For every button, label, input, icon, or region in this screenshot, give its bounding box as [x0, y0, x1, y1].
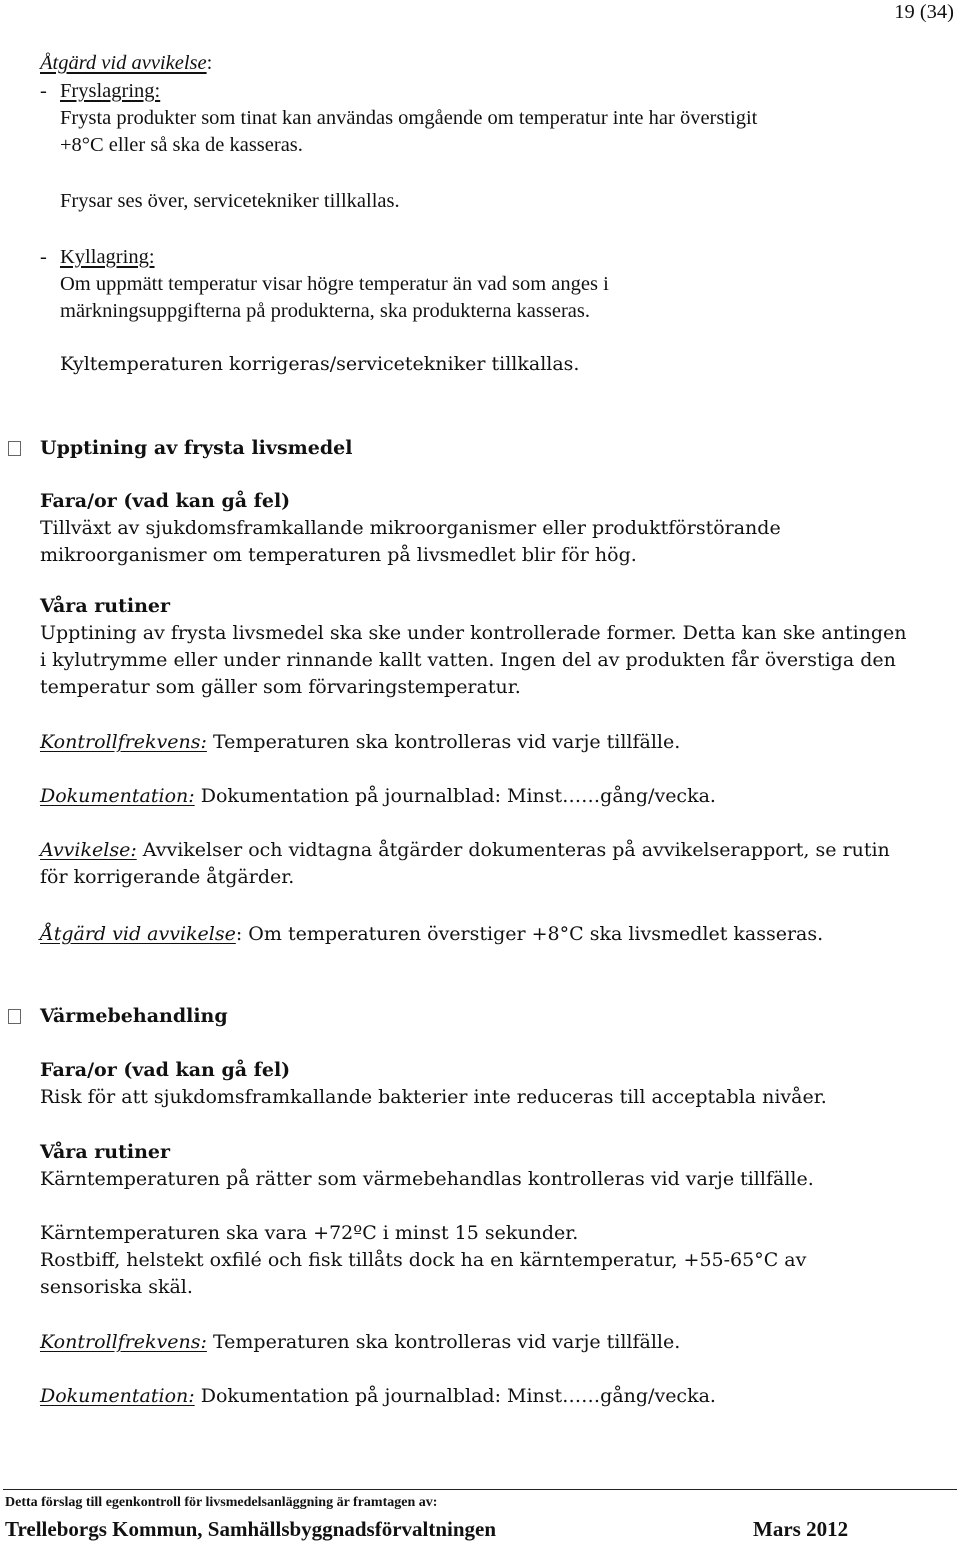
- footer-note: Detta förslag till egenkontroll för livsmedelsanläggning är framtagen av:: [5, 1495, 438, 1510]
- kontrollfrekvens-label: Kontrollfrekvens:: [40, 731, 207, 753]
- kontrollfrekvens-line: [40, 1333, 680, 1352]
- rutiner-heading: Våra rutiner: [40, 595, 170, 617]
- footer-date: Mars 2012: [753, 1517, 849, 1541]
- kontrollfrekvens-text: Temperaturen ska kontrolleras vid varje tillfälle.: [206, 1331, 681, 1353]
- footer-divider: [3, 1489, 957, 1490]
- avvikelse-text: Avvikelser och vidtagna åtgärder dokumenteras på avvikelserapport, se rutin: [136, 839, 890, 861]
- deviation-heading-colon: :: [206, 52, 213, 74]
- atgard-text: Om temperaturen överstiger +8°C ska livsmedlet kasseras.: [242, 923, 824, 945]
- dokumentation-label: Dokumentation:: [40, 1385, 195, 1407]
- kyllagring-label: Kyllagring:: [60, 246, 155, 268]
- avvikelse-label: Avvikelse:: [40, 839, 137, 861]
- fara-text-line2: mikroorganismer om temperaturen på livsmedlet blir för hög.: [40, 544, 637, 566]
- avvikelse-text-line2: för korrigerande åtgärder.: [40, 866, 295, 888]
- list-dash: -: [40, 246, 47, 268]
- kyltemp-text: Kyltemperaturen korrigeras/servicetekniker tillkallas.: [60, 353, 580, 375]
- kontrollfrekvens-label: Kontrollfrekvens:: [40, 1331, 207, 1353]
- avvikelse-line: [40, 841, 890, 860]
- dokumentation-label: Dokumentation:: [40, 785, 195, 807]
- checkbox-bullet-icon: [8, 441, 21, 456]
- section-title-varmebehandling: Värmebehandling: [40, 1005, 228, 1027]
- rutiner-text-line3: temperatur som gäller som förvaringstemperatur.: [40, 676, 521, 698]
- kontrollfrekvens-text: Temperaturen ska kontrolleras vid varje tillfälle.: [206, 731, 681, 753]
- dokumentation-line: [40, 787, 716, 806]
- section-title-upptining: Upptining av frysta livsmedel: [40, 437, 353, 459]
- rutiner-heading: Våra rutiner: [40, 1141, 170, 1163]
- dokumentation-text: Dokumentation på journalblad: Minst……gång/vecka.: [194, 785, 716, 807]
- fryslagring-text-line1: Frysta produkter som tinat kan användas omgående om temperatur inte har överstigit: [60, 107, 758, 129]
- kontrollfrekvens-line: [40, 733, 680, 752]
- fara-text-line1: Tillväxt av sjukdomsframkallande mikroorganismer eller produktförstörande: [40, 517, 781, 539]
- deviation-heading: [40, 53, 212, 74]
- rutiner-text-line2: Kärntemperaturen ska vara +72ºC i minst 15 sekunder.: [40, 1222, 579, 1244]
- atgard-line: [40, 925, 823, 944]
- fryslagring-item: [40, 81, 160, 102]
- fara-heading: Fara/or (vad kan gå fel): [40, 490, 291, 512]
- footer-organization: Trelleborgs Kommun, Samhällsbyggnadsförvaltningen: [5, 1517, 497, 1541]
- deviation-heading-text: Åtgärd vid avvikelse: [40, 52, 207, 74]
- kyllagring-text-line2: märkningsuppgifterna på produkterna, ska produkterna kasseras.: [60, 300, 590, 322]
- kyllagring-item: [40, 247, 155, 268]
- list-dash: -: [40, 80, 47, 102]
- atgard-label: Åtgärd vid avvikelse: [40, 923, 236, 945]
- atgard-colon: :: [235, 923, 243, 945]
- rutiner-text-line3: Rostbiff, helstekt oxfilé och fisk tillåts dock ha en kärntemperatur, +55-65°C av: [40, 1249, 807, 1271]
- fara-text-line1: Risk för att sjukdomsframkallande bakterier inte reduceras till acceptabla nivåer.: [40, 1086, 827, 1108]
- frysar-text: Frysar ses över, servicetekniker tillkallas.: [60, 190, 400, 212]
- rutiner-text-line2: i kylutrymme eller under rinnande kallt vatten. Ingen del av produkten får överstiga den: [40, 649, 896, 671]
- fryslagring-label: Fryslagring:: [60, 80, 161, 102]
- rutiner-text-line4: sensoriska skäl.: [40, 1276, 193, 1298]
- rutiner-text-line1: Upptining av frysta livsmedel ska ske under kontrollerade former. Detta kan ske antingen: [40, 622, 907, 644]
- checkbox-bullet-icon: [8, 1009, 21, 1024]
- kyllagring-text-line1: Om uppmätt temperatur visar högre temperatur än vad som anges i: [60, 273, 609, 295]
- rutiner-text-line1: Kärntemperaturen på rätter som värmebehandlas kontrolleras vid varje tillfälle.: [40, 1168, 814, 1190]
- dokumentation-text: Dokumentation på journalblad: Minst……gång/vecka.: [194, 1385, 716, 1407]
- dokumentation-line: [40, 1387, 716, 1406]
- page-number: 19 (34): [894, 1, 954, 23]
- fara-heading: Fara/or (vad kan gå fel): [40, 1059, 291, 1081]
- fryslagring-text-line2: +8°C eller så ska de kasseras.: [60, 134, 303, 156]
